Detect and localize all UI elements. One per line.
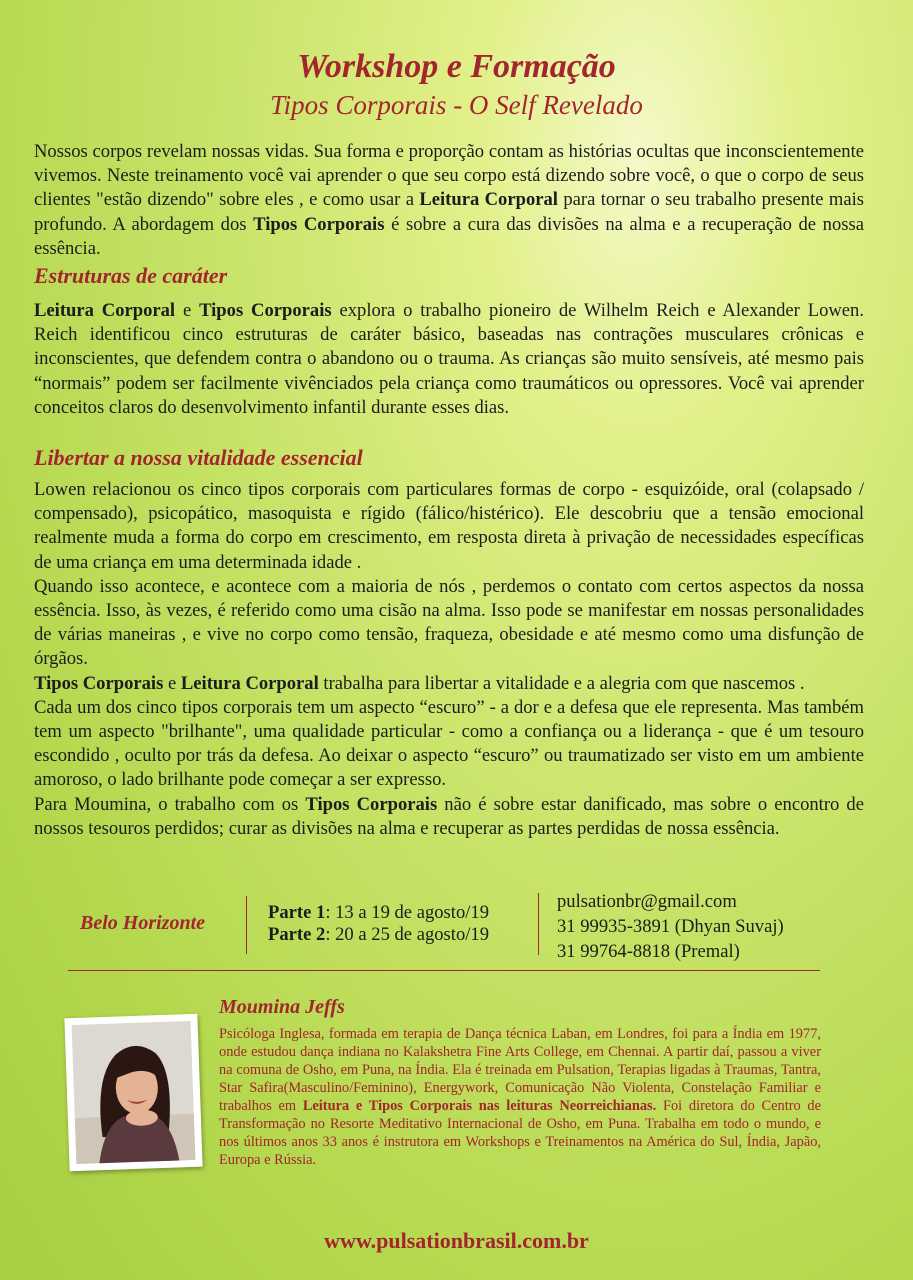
bio-paragraph: Psicóloga Inglesa, formada em terapia de Dança técnica Laban, em Londres, foi para a Índia em 1977, onde estudou dança indiana no Kalakshetra Fine Arts College, em Chennai. A partir daí, passou a viver na comuna de Osho, em Puna, na Índia. Ela é treinada em Pulsation, Terapias ligadas à Traumas, Tantra, Star Safira(Masculino/Feminino), Energywork, Comunicação Não Violenta, Constelação Familiar e trabalhos em: [219, 1026, 821, 1114]
contact-phone[interactable]: 31 99935-3891 (Dhyan Suvaj): [557, 916, 784, 937]
website-link[interactable]: www.pulsationbrasil.com.br: [324, 1228, 589, 1253]
page-title: Workshop e Formação: [297, 48, 616, 85]
contact-email[interactable]: pulsationbr@gmail.com: [557, 891, 737, 912]
bio-bold: Leitura e Tipos Corporais nas leituras Neorreichianas.: [302, 1098, 657, 1114]
part1-label: Parte 1: [268, 902, 326, 923]
section-heading-vitality: Libertar a nossa vitalidade essencial: [34, 445, 363, 470]
section-text: não é sobre estar danificado, mas sobre o encontro de nossos tesouros perdidos; curar as divisões na alma e recuperar as partes perdidas de nossa essência.: [34, 793, 864, 839]
section-heading-structures: Estruturas de caráter: [34, 263, 228, 288]
vitality-paragraph: [34, 793, 864, 841]
section-text: e: [175, 300, 200, 321]
bio-paragraph: Foi diretora do Centro de Transformação no Resorte Meditativo Internacional de Osho, em Puna. Trabalha em todo o mundo, e nos últimos anos 33 anos é instrutora em Workshops e Treinamentos na América do Sul, Índia, Japão, Europa e Rússia.: [219, 1098, 821, 1168]
intro-paragraph: [34, 140, 864, 261]
part2-label: Parte 2: [268, 924, 326, 945]
contact-info: [557, 889, 784, 964]
event-dates: [268, 902, 489, 946]
divider: [246, 896, 247, 954]
section-text: explora o trabalho pioneiro de Wilhelm Reich e Alexander Lowen. Reich identificou cinco estruturas de caráter básico, baseadas nas contrações musculares crônicas e inconscientes, que defendem contra o abandono ou o trauma. As crianças são muito sensíveis, até mesmo pais “normais” podem ser facilmente vivênciados pela criança como traumáticos ou opressores. Você vai aprender conceitos claros do desenvolvimento infantil durante esses dias.: [34, 300, 864, 418]
structures-paragraph: [34, 299, 864, 420]
vitality-paragraph: Cada um dos cinco tipos corporais tem um aspecto “escuro” - a dor e a defesa que ele representa. Mas também tem um aspecto "brilhante", uma qualidade particular - como a confiança ou a liderança - que é um tesouro escondido , oculto por trás da defesa. Ao deixar o aspecto “escuro” ou traumatizado ser visto em um ambiente amoroso, o lado brilhante pode começar a ser expresso.: [34, 696, 864, 791]
profile-photo: [64, 1014, 202, 1172]
section-text: e: [163, 672, 181, 694]
vitality-paragraph: [34, 672, 864, 696]
section-bold: Leitura Corporal: [34, 300, 176, 321]
page-subtitle: Tipos Corporais - O Self Revelado: [270, 90, 643, 120]
section-bold: Tipos Corporais: [199, 300, 332, 321]
section-bold: Leitura Corporal: [180, 672, 319, 694]
vitality-section: [34, 478, 864, 841]
section-divider: [68, 970, 820, 971]
section-bold: Tipos Corporais: [34, 672, 164, 694]
vitality-paragraph: Lowen relacionou os cinco tipos corporais com particulares formas de corpo - esquizóide, oral (colapsado / compensado), psicopático, masoquista e rígido (fálico/histérico). Ele descobriu que a tensão emocional realmente muda a forma do corpo em crescimento, em resposta direta à privação de necessidades específicas de uma criança em uma determinada idade .: [34, 479, 864, 573]
part2-dates: : 20 a 25 de agosto/19: [325, 924, 490, 945]
divider: [538, 893, 539, 955]
intro-bold: Tipos Corporais: [253, 213, 385, 235]
bio-name: Moumina Jeffs: [219, 996, 345, 1018]
contact-phone[interactable]: 31 99764-8818 (Premal): [557, 941, 740, 962]
section-bold: Tipos Corporais: [305, 793, 438, 815]
intro-text: para tornar o seu trabalho presente mais profundo. A abordagem dos: [34, 189, 865, 235]
section-text: Para Moumina, o trabalho com os: [34, 793, 306, 815]
intro-text: Nossos corpos revelam nossas vidas. Sua forma e proporção contam as histórias ocultas que inconscientemente vivemos. Neste treinamento você vai aprender o que seu corpo está dizendo sobre você, o que o corpo de seus clientes "estão dizendo" sobre eles , e como usar a: [34, 141, 864, 211]
bio-text: [219, 1025, 821, 1169]
portrait-image: [64, 1014, 202, 1172]
intro-text: é sobre a cura das divisões na alma e a recuperação de nossa essência.: [34, 213, 864, 259]
section-text: trabalha para libertar a vitalidade e a alegria com que nascemos .: [318, 672, 805, 694]
vitality-paragraph: Quando isso acontece, e acontece com a maioria de nós , perdemos o contato com certos aspectos da nossa essência. Isso, às vezes, é referido como uma cisão na alma. Isso pode se manifestar em nossas personalidades de várias maneiras , e vive no corpo como tensão, fraqueza, obesidade e até mesmo como uma disfunção de órgãos.: [34, 575, 864, 670]
intro-bold: Leitura Corporal: [419, 189, 558, 211]
part1-dates: : 13 a 19 de agosto/19: [325, 902, 490, 923]
event-city: Belo Horizonte: [80, 912, 206, 934]
